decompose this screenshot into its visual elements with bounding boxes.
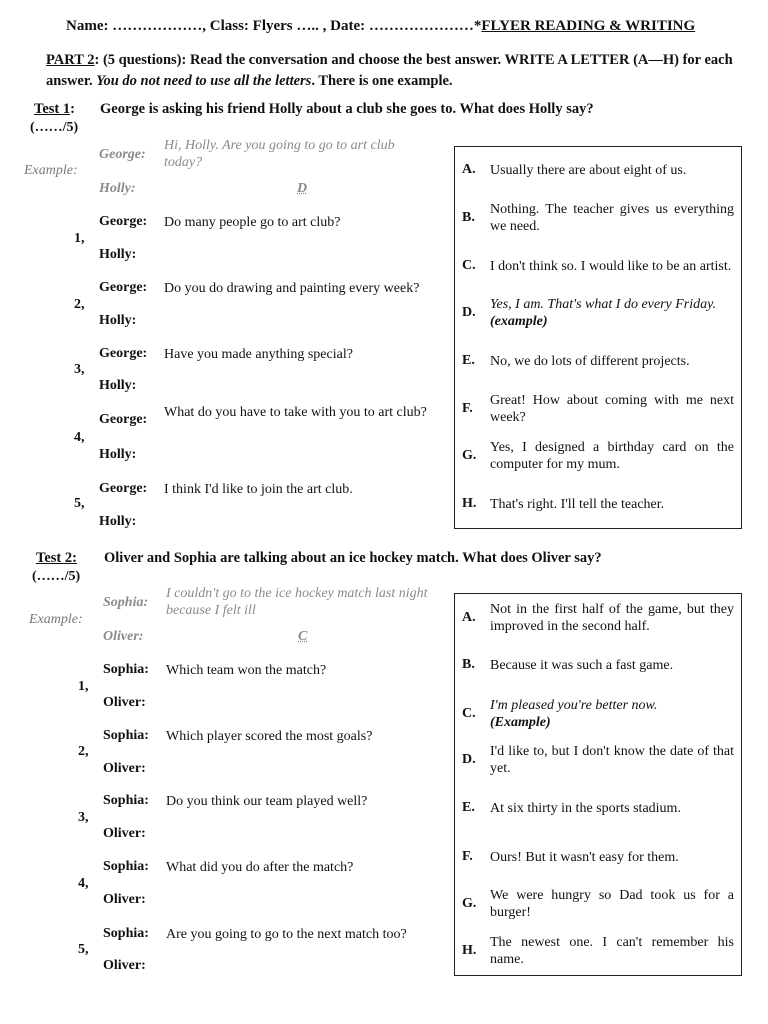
worksheet-header	[66, 18, 695, 35]
test2-item-speaker-a: Sophia:	[103, 662, 149, 677]
answer-option-d: D. Yes, I am. That's what I do every Friday. (example)	[462, 297, 717, 329]
test2-item-speaker-b: Oliver:	[103, 761, 146, 776]
answer-option-h: H. That's right. I'll tell the teacher.	[462, 496, 665, 512]
test2-item-speaker-b: Oliver:	[103, 892, 146, 907]
instructions-text: : (5 questions): Read the conversation and choose the best answer. WRITE A LETTER (A—H) for each answer.	[46, 52, 733, 89]
test1-answer-box	[454, 146, 742, 529]
test1-item-number: 2,	[74, 297, 85, 312]
part-instructions	[46, 50, 746, 92]
test2-item-question: Are you going to go to the next match too?	[166, 927, 407, 942]
answer-option-c: C. I'm pleased you're better now. (Example)	[462, 698, 658, 730]
part-label: PART 2	[46, 52, 95, 68]
test1-item-speaker-b: Holly:	[99, 247, 137, 262]
test2-item-number: 5,	[78, 942, 89, 957]
test1-item-speaker-a: George:	[99, 280, 148, 295]
answer-option-e: E. No, we do lots of different projects.	[462, 353, 690, 369]
test2-label: Test 2:	[36, 550, 77, 566]
test1-score: (……/5)	[30, 120, 79, 135]
test1-example-speaker-b: Holly:	[99, 181, 136, 196]
test2-question: Oliver and Sophia are talking about an ice hockey match. What does Oliver say?	[104, 550, 602, 566]
answer-option-c: C. I don't think so. I would like to be an artist.	[462, 258, 732, 274]
test1-example-speaker-a: George:	[99, 147, 146, 162]
test2-item-speaker-a: Sophia:	[103, 728, 149, 743]
test1-item-question: Have you made anything special?	[164, 347, 353, 362]
answer-option-e: E. At six thirty in the sports stadium.	[462, 800, 681, 816]
answer-option-b: B. Nothing. The teacher gives us everything we need.	[462, 202, 734, 234]
test1-item-question: What do you have to take with you to art club?	[164, 405, 427, 420]
test2-item-speaker-a: Sophia:	[103, 926, 149, 941]
header-fields: Name: ………………, Class: Flyers ….. , Date: …………………*	[66, 18, 482, 34]
test2-item-speaker-a: Sophia:	[103, 793, 149, 808]
answer-option-d: D. I'd like to, but I don't know the date of that yet.	[462, 744, 734, 776]
answer-option-a: A. Not in the first half of the game, but they improved in the second half.	[462, 602, 734, 634]
answer-option-a: A. Usually there are about eight of us.	[462, 162, 687, 178]
test1-item-speaker-b: Holly:	[99, 447, 137, 462]
test2-item-number: 3,	[78, 810, 89, 825]
test1-item-speaker-a: George:	[99, 412, 148, 427]
test1-item-number: 3,	[74, 362, 85, 377]
test1-item-speaker-b: Holly:	[99, 378, 137, 393]
test2-example-label: Example:	[29, 612, 83, 627]
test1-item-question: Do you do drawing and painting every week?	[164, 281, 420, 296]
answer-option-b: B. Because it was such a fast game.	[462, 657, 674, 673]
test2-item-question: Do you think our team played well?	[166, 794, 368, 809]
test1-example-question: Hi, Holly. Are you going to go to art club today?	[164, 138, 395, 170]
answer-option-g: G. Yes, I designed a birthday card on the computer for my mum.	[462, 440, 734, 472]
test2-example-question: I couldn't go to the ice hockey match last night because I felt ill	[166, 586, 428, 618]
test2-item-speaker-b: Oliver:	[103, 826, 146, 841]
test1-item-question: Do many people go to art club?	[164, 215, 341, 230]
instructions-end: . There is one example.	[311, 73, 453, 89]
test2-item-speaker-b: Oliver:	[103, 958, 146, 973]
test1-item-question: I think I'd like to join the art club.	[164, 482, 353, 497]
test1-label: Test 1:	[34, 101, 75, 117]
test2-item-question: What did you do after the match?	[166, 860, 354, 875]
test1-item-number: 1,	[74, 231, 85, 246]
test2-item-number: 2,	[78, 744, 89, 759]
test2-item-speaker-a: Sophia:	[103, 859, 149, 874]
test1-item-number: 4,	[74, 430, 85, 445]
test1-item-speaker-a: George:	[99, 481, 148, 496]
worksheet-title: FLYER READING & WRITING	[481, 18, 696, 34]
test2-example-speaker-a: Sophia:	[103, 595, 149, 610]
test1-example-label: Example:	[24, 163, 78, 178]
answer-option-f: F. Great! How about coming with me next week?	[462, 393, 734, 425]
test1-item-speaker-a: George:	[99, 214, 148, 229]
test2-score: (……/5)	[32, 569, 81, 584]
test2-item-question: Which team won the match?	[166, 663, 327, 678]
test2-example-speaker-b: Oliver:	[103, 629, 144, 644]
test2-item-speaker-b: Oliver:	[103, 695, 146, 710]
test1-item-speaker-b: Holly:	[99, 313, 137, 328]
test1-item-speaker-b: Holly:	[99, 514, 137, 529]
test2-item-number: 1,	[78, 679, 89, 694]
test2-example-answer: C	[298, 629, 308, 644]
test2-answer-box	[454, 593, 742, 976]
test1-item-speaker-a: George:	[99, 346, 148, 361]
answer-option-f: F. Ours! But it wasn't easy for them.	[462, 849, 679, 865]
test1-example-answer: D	[297, 181, 308, 196]
test2-item-number: 4,	[78, 876, 89, 891]
test1-question: George is asking his friend Holly about a club she goes to. What does Holly say?	[100, 101, 594, 117]
test1-item-number: 5,	[74, 496, 85, 511]
answer-option-h: H. The newest one. I can't remember his name.	[462, 935, 734, 967]
test2-item-question: Which player scored the most goals?	[166, 729, 373, 744]
answer-option-g: G. We were hungry so Dad took us for a burger!	[462, 888, 734, 920]
instructions-italic: You do not need to use all the letters	[96, 73, 312, 89]
